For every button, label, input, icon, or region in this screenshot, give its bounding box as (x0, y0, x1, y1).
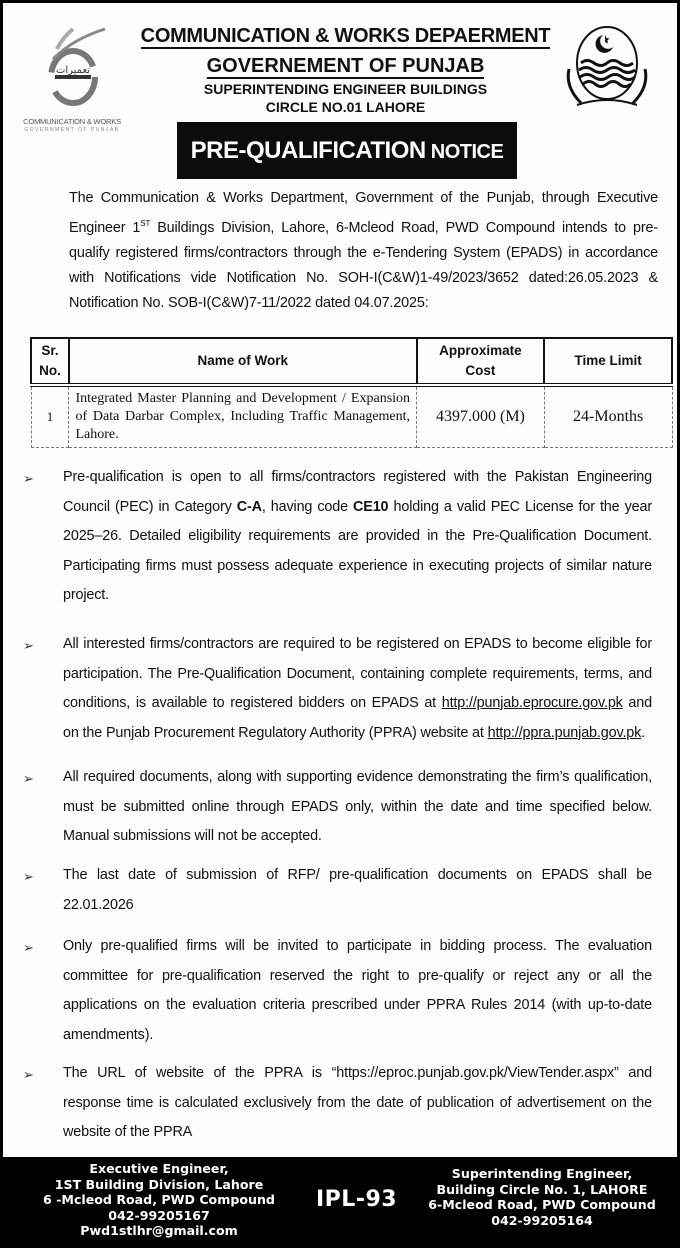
bullet-text: The last date of submission of RFP/ pre-qualification documents on EPADS shall be 22.01.2026 (63, 867, 652, 913)
footer-right-line: Superintending Engineer, (451, 1166, 633, 1181)
bullet-arrow-icon: ➢ (23, 869, 34, 884)
bullet-text: All interested firms/contractors are required to be registered on EPADS to become eligible for participation. The Pre-Qualification Document, containing complete requirements, terms, and conditions, is available to registered bidders on EPADS at http://punjab.eprocure.gov.pk and on the Punjab Procurement Regulatory Authority (PPRA) website at http://ppra.punjab.gov.pk. (63, 636, 652, 741)
bullet-text: The URL of website of the PPRA is “https://eproc.punjab.gov.pk/ViewTender.aspx” and response time is calculated exclusively from the date of publication of advertisement on the website of the PPRA (63, 1065, 652, 1140)
bullet-arrow-icon: ➢ (23, 471, 34, 486)
cell-sr-no: 1 (31, 385, 69, 447)
cell-time-limit: 24-Months (544, 385, 672, 447)
banner-suffix: NOTICE (425, 141, 504, 163)
table-header-row (31, 338, 672, 385)
ipl-code: IPL-93 (316, 1187, 398, 1212)
ppra-link[interactable]: http://ppra.punjab.gov.pk (487, 724, 642, 741)
footer-left-phone: 042-99205167 (108, 1207, 210, 1223)
footer (0, 1157, 680, 1248)
bullet-arrow-icon: ➢ (23, 1067, 34, 1082)
cw-logo-icon (43, 19, 113, 111)
header-time-limit: Time Limit (544, 338, 672, 385)
bullet-arrow-icon: ➢ (23, 940, 34, 955)
footer-right-phone: 042-99205164 (491, 1212, 593, 1228)
bullet-text: All required documents, along with supporting evidence demonstrating the firm’s qualification, must be submitted online through EPADS only, within the date and time specified below. Manual submissions will not be accepted. (63, 769, 652, 844)
notice-page (3, 3, 677, 1157)
executive-engineer-contact (28, 1161, 290, 1239)
circle-title: CIRCLE NO.01 LAHORE (265, 99, 426, 115)
footer-right-line: Building Circle No. 1, LAHORE (436, 1181, 648, 1197)
work-table (30, 337, 673, 448)
bullet-text: Pre-qualification is open to all firms/contractors registered with the Pakistan Engineering Council (PEC) in Category C-A, having code CE10 holding a valid PEC License for the year 2025–26. Detailed eligibility requirements are provided in the Pre-Qualification Document. Participating firms must possess adequate experience in executing projects of similar nature project. (63, 469, 652, 603)
notice-banner (177, 122, 517, 179)
footer-left-email: Pwd1stlhr@gmail.com (80, 1223, 238, 1238)
svg-text:تعمیرات: تعمیرات (55, 65, 91, 76)
bullet-arrow-icon: ➢ (23, 771, 34, 786)
left-logo-subtitle: GOVERNMENT OF PUNJAB (24, 127, 120, 133)
cw-department-logo (17, 17, 121, 133)
footer-left-line: 1ST Building Division, Lahore (54, 1176, 264, 1192)
epads-link[interactable]: http://punjab.eprocure.gov.pk (441, 695, 623, 711)
banner-main: PRE-QUALIFICATION (190, 137, 426, 164)
footer-left-line: Executive Engineer, (89, 1161, 229, 1176)
bullet-text: Only pre-qualified firms will be invited to participate in bidding process. The evaluation committee for pre-qualification reserved the right to pre-qualify or reject any or all the applications on the evaluation criteria prescribed under PPRA Rules 2014 (with up-to-date amendments). (63, 938, 652, 1043)
footer-left-line: 6 -Mcleod Road, PWD Compound (43, 1192, 275, 1207)
bullet-arrow-icon: ➢ (23, 638, 34, 653)
footer-right-line: 6-Mcleod Road, PWD Compound (428, 1197, 656, 1212)
intro-paragraph: The Communication & Works Department, Government of the Punjab, through Executive Engineer 1ST Buildings Division, Lahore, 6-Mcleod Road, PWD Compound intends to pre-qualify registered firms/contractors through the e-Tendering System (EPADS) in accordance with Notifications vide Notification No. SOH-I(C&W)1-49/2023/3652 dated:26.05.2023 & Notification No. SOB-I(C&W)7-11/2022 dated 04.07.2025: (69, 190, 659, 311)
left-logo-title: COMMUNICATION & WORKS (23, 117, 121, 126)
superintending-engineer-contact (418, 1166, 666, 1228)
punjab-emblem-icon (563, 21, 651, 113)
cell-cost: 4397.000 (M) (417, 385, 545, 447)
header-approximate-cost: Approximate Cost (417, 338, 545, 385)
header-name-of-work: Name of Work (69, 338, 417, 385)
header-sr-no: Sr. No. (31, 338, 69, 385)
department-title: COMMUNICATION & WORKS DEPAERMENT (140, 25, 551, 47)
cell-name-of-work: Integrated Master Planning and Development / Expansion of Data Darbar Complex, Including Traffic Management, Lahore. (69, 385, 417, 447)
office-title: SUPERINTENDING ENGINEER BUILDINGS (203, 81, 488, 97)
punjab-government-emblem (563, 21, 651, 113)
government-title: GOVERNEMENT OF PUNJAB (206, 55, 485, 77)
table-row (31, 385, 672, 447)
